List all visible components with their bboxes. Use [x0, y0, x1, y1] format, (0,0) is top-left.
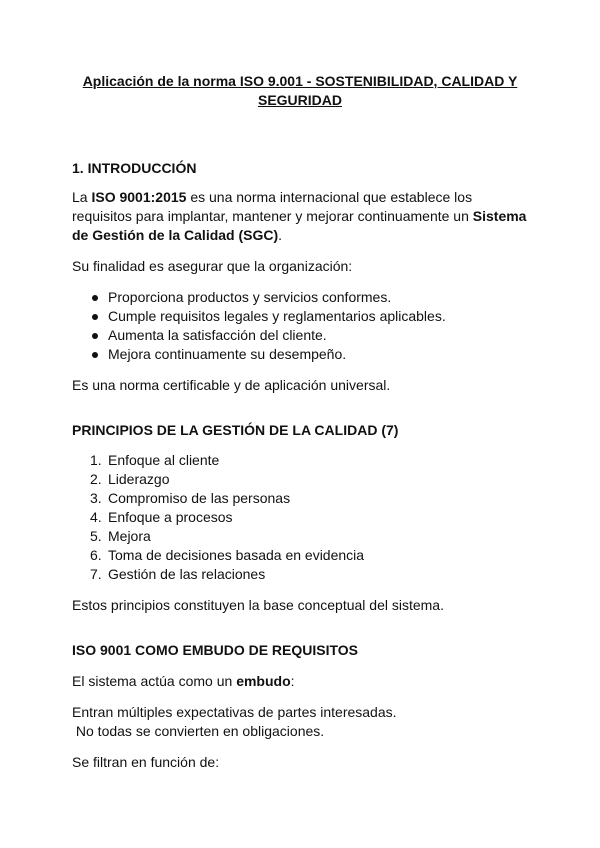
document-title: Aplicación de la norma ISO 9.001 - SOSTENIBILIDAD, CALIDAD Y SEGURIDAD: [82, 73, 518, 108]
principles-list: [72, 451, 528, 584]
bullet-icon: [92, 295, 98, 301]
expectations-line-2: No todas se convierten en obligaciones.: [72, 723, 325, 739]
list-number: 6.: [90, 547, 102, 563]
funnel-term: embudo: [236, 673, 291, 689]
list-item-text: Compromiso de las personas: [108, 490, 291, 506]
intro-text-mid: es una norma internacional que establece los requisitos para implantar, mantener y mejorar continuamente un: [72, 189, 473, 224]
list-number: 2.: [90, 471, 102, 487]
purpose-paragraph: Su finalidad es asegurar que la organización:: [72, 258, 353, 274]
list-item-text: Toma de decisiones basada en evidencia: [108, 547, 365, 563]
list-item: [72, 307, 528, 326]
section-introduction: [72, 159, 528, 395]
list-number: 3.: [90, 490, 102, 506]
list-number: 5.: [90, 528, 102, 544]
list-number: 7.: [90, 566, 102, 582]
section-funnel: [72, 641, 528, 772]
bullet-icon: [92, 314, 98, 320]
list-item: [72, 326, 528, 345]
purpose-list: [72, 288, 528, 364]
intro-paragraph: [72, 188, 528, 245]
list-item-text: Cumple requisitos legales y reglamentarios aplicables.: [108, 308, 446, 324]
list-item: [72, 489, 528, 508]
iso-standard-name: ISO 9001:2015: [91, 189, 187, 205]
list-item-text: Liderazgo: [108, 471, 170, 487]
filter-paragraph: Se filtran en función de:: [72, 754, 220, 770]
funnel-text-pre: El sistema actúa como un: [72, 673, 237, 689]
section-heading-principles: PRINCIPIOS DE LA GESTIÓN DE LA CALIDAD (7): [72, 422, 399, 438]
list-item: [72, 546, 528, 565]
list-item: [72, 345, 528, 364]
list-item: [72, 288, 528, 307]
expectations-paragraph: [72, 703, 528, 741]
list-number: 1.: [90, 452, 102, 468]
bullet-icon: [92, 352, 98, 358]
intro-text-pre: La: [72, 189, 92, 205]
section-principles: [72, 421, 528, 615]
list-number: 4.: [90, 509, 102, 525]
list-item: [72, 565, 528, 584]
section-heading-introduction: 1. INTRODUCCIÓN: [72, 160, 197, 176]
intro-text-post: .: [278, 227, 283, 243]
list-item-text: Gestión de las relaciones: [108, 566, 266, 582]
bullet-icon: [92, 333, 98, 339]
section-heading-funnel: ISO 9001 COMO EMBUDO DE REQUISITOS: [72, 642, 359, 658]
list-item: [72, 508, 528, 527]
list-item-text: Enfoque a procesos: [108, 509, 233, 525]
certifiable-paragraph: Es una norma certificable y de aplicación universal.: [72, 377, 391, 393]
list-item-text: Mejora: [108, 528, 151, 544]
funnel-text-post: :: [290, 673, 295, 689]
list-item: [72, 527, 528, 546]
funnel-paragraph: [72, 672, 528, 691]
expectations-line-1: Entran múltiples expectativas de partes interesadas.: [72, 704, 397, 720]
list-item: [72, 470, 528, 489]
list-item: [72, 451, 528, 470]
list-item-text: Aumenta la satisfacción del cliente.: [108, 327, 327, 343]
list-item-text: Mejora continuamente su desempeño.: [108, 346, 347, 362]
sgc-term: Sistema de Gestión de la Calidad (SGC): [72, 208, 527, 243]
principles-closing: Estos principios constituyen la base conceptual del sistema.: [72, 597, 444, 613]
list-item-text: Proporciona productos y servicios conformes.: [108, 289, 392, 305]
list-item-text: Enfoque al cliente: [108, 452, 220, 468]
